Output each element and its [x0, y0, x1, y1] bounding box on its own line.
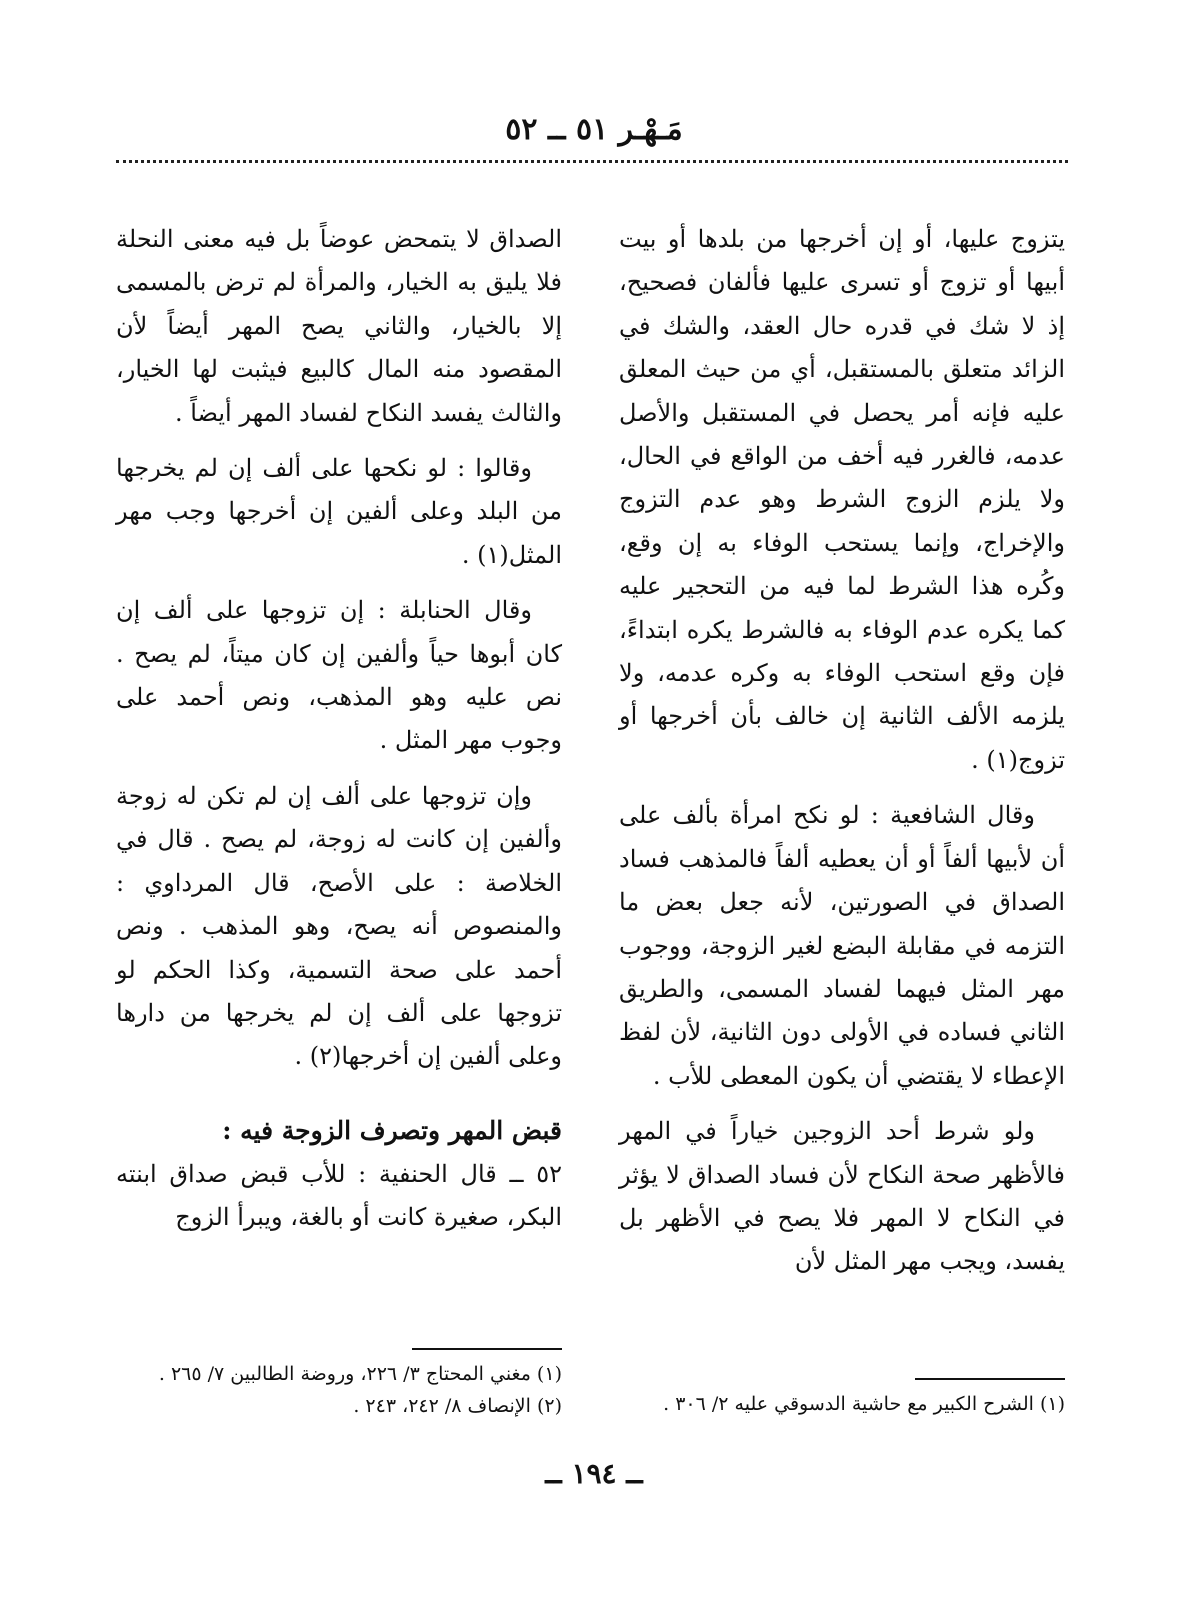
page-number: ــ ١٩٤ ــ	[545, 1457, 643, 1490]
left-column	[116, 218, 562, 1252]
section-heading: قبض المهر وتصرف الزوجة فيه :	[222, 1115, 562, 1145]
footnote-rule-left	[412, 1348, 562, 1350]
header-dotted-rule	[116, 160, 1068, 163]
paragraph: وقالوا : لو نكحها على ألف إن لم يخرجها من البلد وعلى ألفين إن أخرجها وجب مهر المثل(١) .	[116, 454, 562, 569]
footnote: (١) مغني المحتاج ٣/ ٢٢٦، وروضة الطالبين ٧/ ٢٦٥ .	[158, 1363, 562, 1385]
footnote: (٢) الإنصاف ٨/ ٢٤٢، ٢٤٣ .	[353, 1395, 562, 1417]
paragraph: وقال الشافعية : لو نكح امرأة بألف على أن لأبيها ألفاً أو أن يعطيه ألفاً فالمذهب فساد الصداق في الصورتين، لأنه جعل بعض ما التزمه في مقابلة البضع لغير الزوجة، ووجوب مهر المثل فيهما لفساد المسمى، والطريق الثاني فساده في الأولى دون الثانية، لأن لفظ الإعطاء لا يقتضي أن يكون المعطى للأب .	[619, 801, 1065, 1090]
footnotes-right	[619, 1388, 1065, 1420]
paragraph: ولو شرط أحد الزوجين خياراً في المهر فالأظهر صحة النكاح لأن فساد الصداق لا يؤثر في النكاح لا المهر فلا يصح في الأظهر بل يفسد، ويجب مهر المثل لأن	[619, 1117, 1065, 1276]
paragraph: ٥٢ ــ قال الحنفية : للأب قبض صداق ابنته البكر، صغيرة كانت أو بالغة، ويبرأ الزوج	[116, 1159, 562, 1232]
footnote-rule-right	[915, 1378, 1065, 1380]
paragraph: يتزوج عليها، أو إن أخرجها من بلدها أو بيت أبيها أو تزوج أو تسرى عليها فألفان فصحيح، إذ لا شك في قدره حال العقد، والشك في الزائد متعلق بالمستقبل، أي من حيث المعلق عليه فإنه أمر يحصل في المستقبل والأصل عدمه، فالغرر فيه أخف من الواقع في الحال، ولا يلزم الزوج الشرط وهو عدم التزوج والإخراج، وإنما يستحب الوفاء به إن وقع، وكُره هذا الشرط لما فيه من التحجير عليه كما يكره عدم الوفاء به فالشرط يكره ابتداءً، فإن وقع استحب الوفاء به وكره عدمه، ولا يلزمه الألف الثانية إن خالف بأن أخرجها أو تزوج(١) .	[619, 225, 1065, 774]
paragraph: وقال الحنابلة : إن تزوجها على ألف إن كان أبوها حياً وألفين إن كان ميتاً، لم يصح . نص عليه وهو المذهب، ونص أحمد على وجوب مهر المثل .	[116, 596, 562, 755]
right-column	[619, 218, 1065, 1296]
running-header: مَـهْـر ٥١ ــ ٥٢	[505, 112, 683, 147]
paragraph: وإن تزوجها على ألف إن لم تكن له زوجة وألفين إن كانت له زوجة، لم يصح . قال في الخلاصة : على الأصح، قال المرداوي : والمنصوص أنه يصح، وهو المذهب . ونص أحمد على صحة التسمية، وكذا الحكم لو تزوجها على ألف إن لم يخرجها من دارها وعلى ألفين إن أخرجها(٢) .	[116, 781, 562, 1071]
footnotes-left	[116, 1358, 562, 1422]
paragraph: الصداق لا يتمحض عوضاً بل فيه معنى النحلة فلا يليق به الخيار، والمرأة لم ترض بالمسمى إلا بالخيار، والثاني يصح المهر أيضاً لأن المقصود منه المال كالبيع فيثبت لها الخيار، والثالث يفسد النكاح لفساد المهر أيضاً .	[116, 225, 562, 427]
footnote: (١) الشرح الكبير مع حاشية الدسوقي عليه ٢/ ٣٠٦ .	[663, 1393, 1065, 1415]
